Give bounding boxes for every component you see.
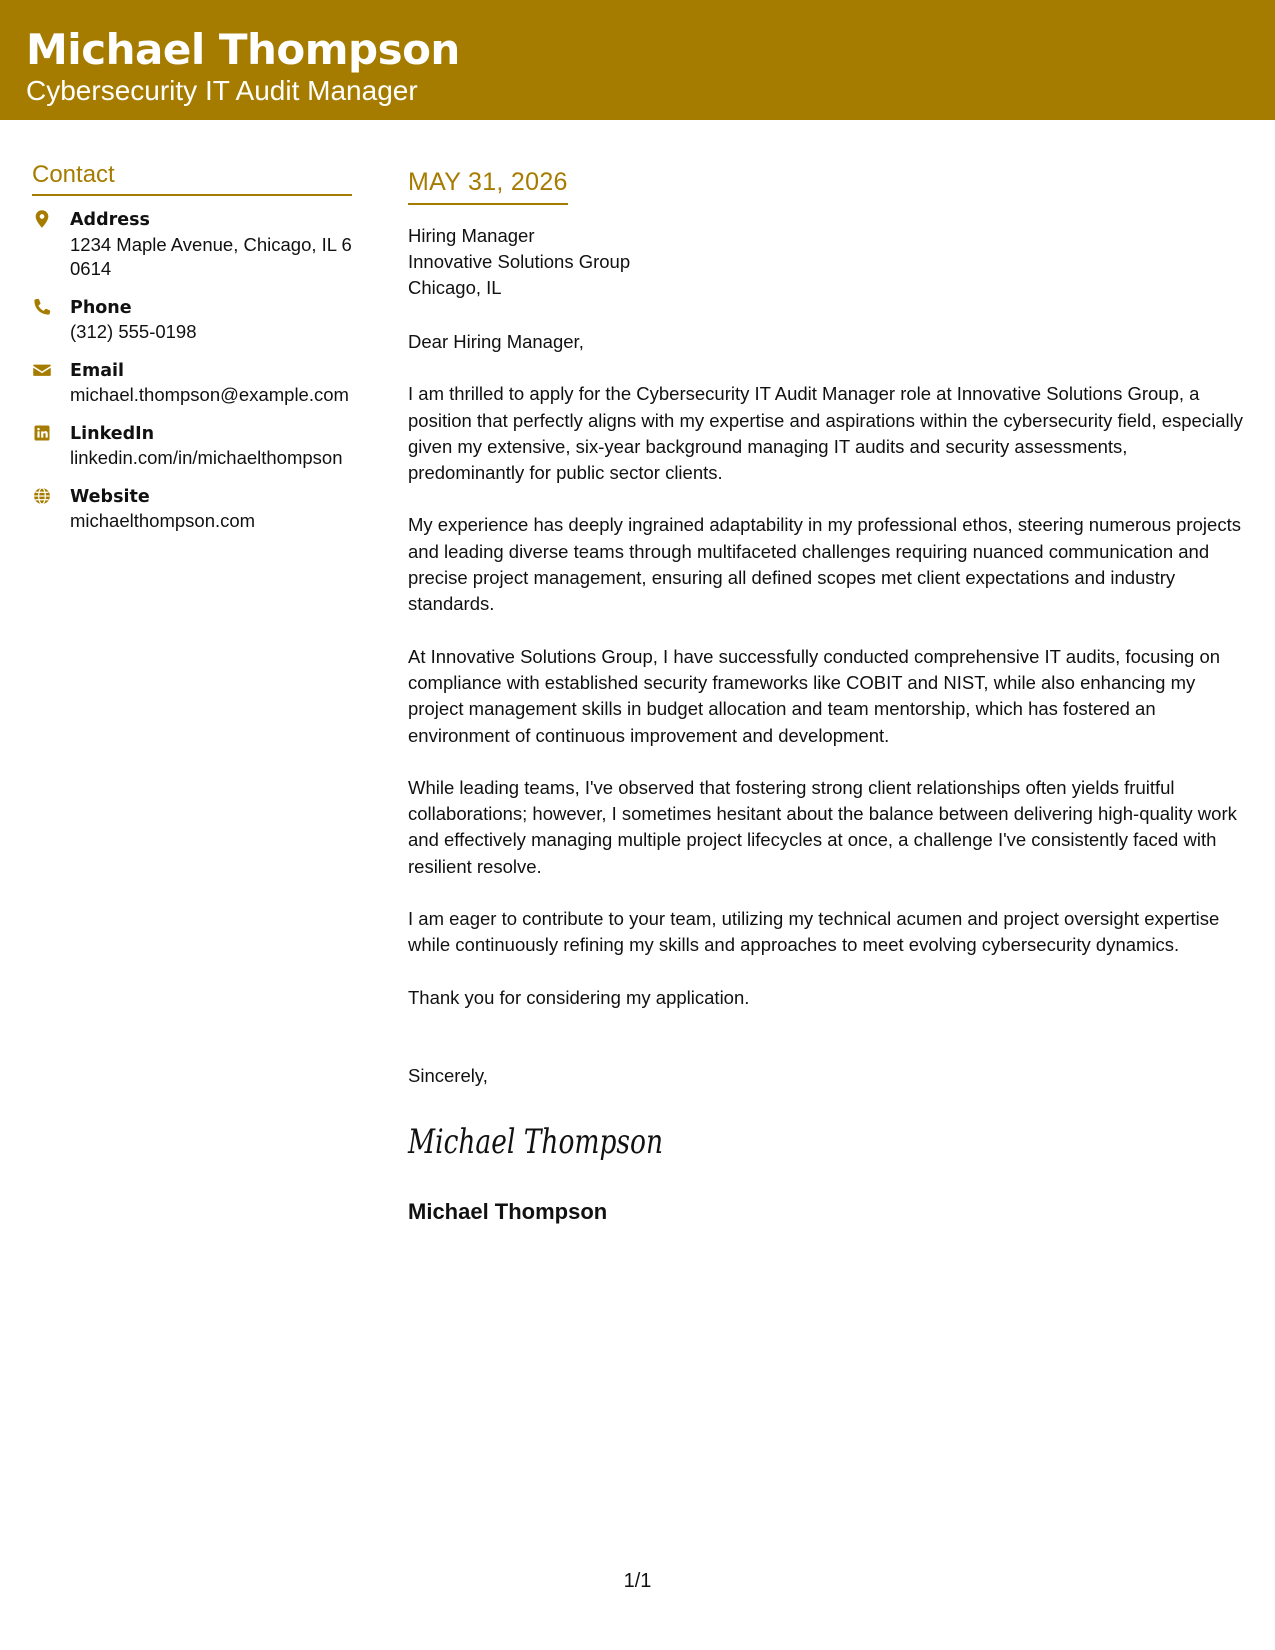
- address-value: 1234 Maple Avenue, Chicago, IL 60614: [70, 233, 352, 279]
- recipient-line: Innovative Solutions Group: [408, 251, 631, 272]
- email-value[interactable]: michael.thompson@example.com: [70, 384, 349, 405]
- letter-paragraph: At Innovative Solutions Group, I have successfully conducted comprehensive IT audits, focusing on compliance with established security frameworks like COBIT and NIST, while also enhancing my project management skills in budget allocation and team mentorship, which has fostered an environment of continuous improvement and development.: [408, 645, 1221, 746]
- contact-item-website: [32, 485, 352, 534]
- envelope-icon: [32, 359, 70, 408]
- contact-section-title: Contact: [32, 160, 352, 196]
- letter-paragraph: While leading teams, I've observed that fostering strong client relationships often yields fruitful collaborations; however, I sometimes hesitant about the balance between delivering high-quality work and effectively managing multiple project lifecycles at once, a challenge I've consistently faced with resilient resolve.: [408, 776, 1237, 877]
- signature-text: Michael Thompson: [407, 1122, 663, 1163]
- applicant-job-title: Cybersecurity IT Audit Manager: [26, 75, 418, 106]
- phone-label: Phone: [70, 297, 132, 318]
- globe-icon: [32, 485, 70, 534]
- contact-item-linkedin: [32, 422, 352, 471]
- handwritten-signature: [408, 1119, 1248, 1165]
- letter-paragraph: My experience has deeply ingrained adaptability in my professional ethos, steering numerous projects and leading diverse teams through multifaceted challenges requiring nuanced communication and precise project management, ensuring all defined scopes met client expectations and industry standards.: [408, 514, 1241, 615]
- letter-paragraph: Thank you for considering my application.: [408, 986, 750, 1008]
- page-number: 1/1: [623, 1570, 652, 1592]
- map-marker-icon: [32, 208, 70, 282]
- recipient-line: Chicago, IL: [408, 277, 502, 298]
- phone-value: (312) 555-0198: [70, 321, 197, 342]
- recipient-block: [408, 223, 1248, 301]
- contact-item-phone: [32, 296, 352, 345]
- recipient-line: Hiring Manager: [408, 225, 535, 246]
- website-label: Website: [70, 486, 150, 507]
- letter-paragraph: I am eager to contribute to your team, utilizing my technical acumen and project oversight expertise while continuously refining my skills and approaches to meet evolving cybersecurity dynamics.: [408, 908, 1220, 956]
- email-label: Email: [70, 360, 124, 381]
- salutation: Dear Hiring Manager,: [408, 331, 584, 352]
- linkedin-label: LinkedIn: [70, 423, 155, 444]
- contact-sidebar: [32, 160, 352, 548]
- website-value[interactable]: michaelthompson.com: [70, 510, 256, 531]
- address-label: Address: [70, 210, 150, 230]
- contact-item-address: [32, 208, 352, 282]
- contact-item-email: [32, 359, 352, 408]
- header-banner: [0, 0, 1275, 120]
- linkedin-icon: [32, 422, 70, 471]
- contact-list: [32, 208, 352, 534]
- linkedin-value[interactable]: linkedin.com/in/michaelthompson: [70, 447, 343, 468]
- letter-date: MAY 31, 2026: [408, 165, 568, 205]
- phone-icon: [32, 296, 70, 345]
- closing-line: Sincerely,: [408, 1064, 488, 1086]
- letter-paragraph: I am thrilled to apply for the Cybersecurity IT Audit Manager role at Innovative Solutions Group, a position that perfectly aligns with my expertise and aspirations within the cybersecurity field, especially given my extensive, six-year background managing IT audits and security assessments, predominantly for public sector clients.: [408, 383, 1243, 484]
- applicant-name: Michael Thompson: [26, 25, 460, 74]
- signer-name: Michael Thompson: [408, 1199, 608, 1225]
- letter-body: [408, 165, 1248, 1226]
